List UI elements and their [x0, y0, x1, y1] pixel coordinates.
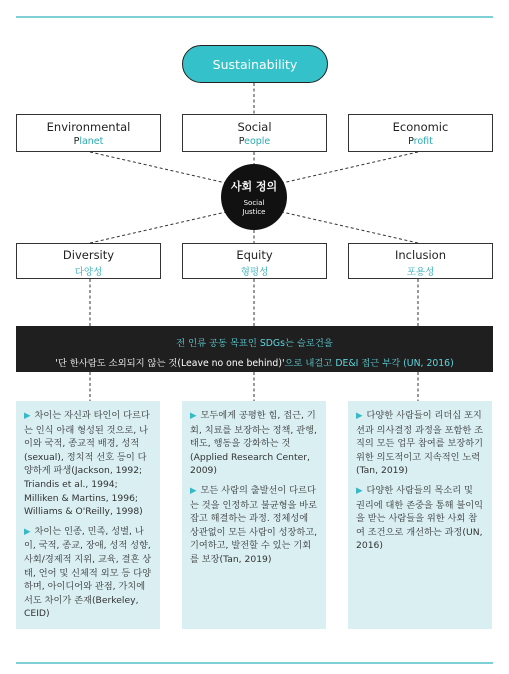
value-subtitle: 다양성 — [74, 267, 103, 278]
pillar-title: Environmental — [46, 120, 131, 134]
value-title: Inclusion — [395, 248, 446, 262]
equity-description — [182, 401, 326, 629]
triangle-bullet-icon: ▶ — [24, 411, 31, 421]
triangle-bullet-icon: ▶ — [24, 526, 31, 537]
value-title: Diversity — [62, 248, 115, 262]
triangle-bullet-icon: ▶ — [356, 485, 363, 496]
value-subtitle: 형평성 — [240, 267, 269, 278]
diversity-description — [16, 401, 160, 629]
list-item: ▶ 모두에게 공평한 힘, 접근, 기회, 치료를 보장하는 정책, 관행, 태도, 행동을 강화하는 것(Applied Research Center, 2009) — [190, 410, 317, 477]
pillar-title: Social — [237, 120, 272, 134]
pillar-subtitle: People — [238, 136, 271, 147]
triangle-bullet-icon: ▶ — [356, 411, 363, 421]
center-subtitle: Social Justice — [242, 199, 266, 216]
sustainability-pill — [182, 45, 328, 83]
value-subtitle: 포용성 — [406, 267, 435, 278]
value-inclusion — [348, 243, 493, 279]
list-item: ▶ 다양한 사람들의 목소리 및 권리에 대한 존중을 통해 불이익을 받는 사람들을 위한 사회 참여 조건으로 개선하는 과정(UN, 2016) — [356, 484, 484, 552]
value-equity — [182, 243, 327, 279]
pillar-subtitle: Profit — [408, 136, 433, 147]
center-title: 사회 정의 — [230, 180, 278, 193]
triangle-bullet-icon: ▶ — [190, 411, 197, 421]
triangle-bullet-icon: ▶ — [190, 485, 197, 496]
social-justice-circle — [221, 164, 287, 230]
pillar-subtitle: Planet — [73, 136, 104, 147]
list-item: ▶ 다양한 사람들이 리더십 포지션과 의사결정 과정을 포함한 조직의 모든 업무 참여를 보장하기 위한 의도적이고 지속적인 노력(Tan, 2019) — [356, 410, 484, 477]
pillar-title: Economic — [392, 120, 449, 134]
pillar-economic — [348, 114, 493, 152]
inclusion-description — [348, 401, 492, 629]
list-item: ▶ 모든 사람의 출발선이 다르다는 것을 인정하고 불균형을 바로잡고 해결하는 과정. 정체성에 상관없이 모든 사람이 성장하고, 기여하고, 발전할 수 있는 기회를 보장(Tan, 2019) — [190, 484, 318, 565]
sustainability-label: Sustainability — [212, 56, 298, 72]
value-title: Equity — [236, 248, 273, 262]
list-item: ▶ 차이는 자신과 타인이 다르다는 인식 아래 형성된 것으로, 나이와 국적, 종교적 배경, 성적(sexual), 정치적 선호 등이 다양하게 파생(Jackson, 1992; Triandis et al., 1994; Milliken & Martins, 1996; Williams & O'Reilly, 1998) — [24, 410, 150, 518]
pillar-social — [182, 114, 327, 152]
value-diversity — [16, 243, 161, 279]
pillar-environmental — [16, 114, 161, 152]
banner-line-2: '단 한사람도 소외되지 않는 것(Leave no one behind)'으로 내걸고 DE&I 접근 부각 (UN, 2016) — [55, 358, 454, 369]
banner-line-1: 전 인류 공동 목표인 SDGs는 슬로건을 — [176, 338, 333, 349]
sdg-banner — [16, 326, 493, 372]
list-item: ▶ 차이는 인종, 민족, 성별, 나이, 국적, 종교, 장애, 성적 성향, 사회/경제적 지위, 교육, 결혼 상태, 언어 및 신체적 외모 등 다양하며, 아이디어와 관점, 가치에서도 차이가 존재(Berkeley, CEID) — [24, 525, 152, 620]
